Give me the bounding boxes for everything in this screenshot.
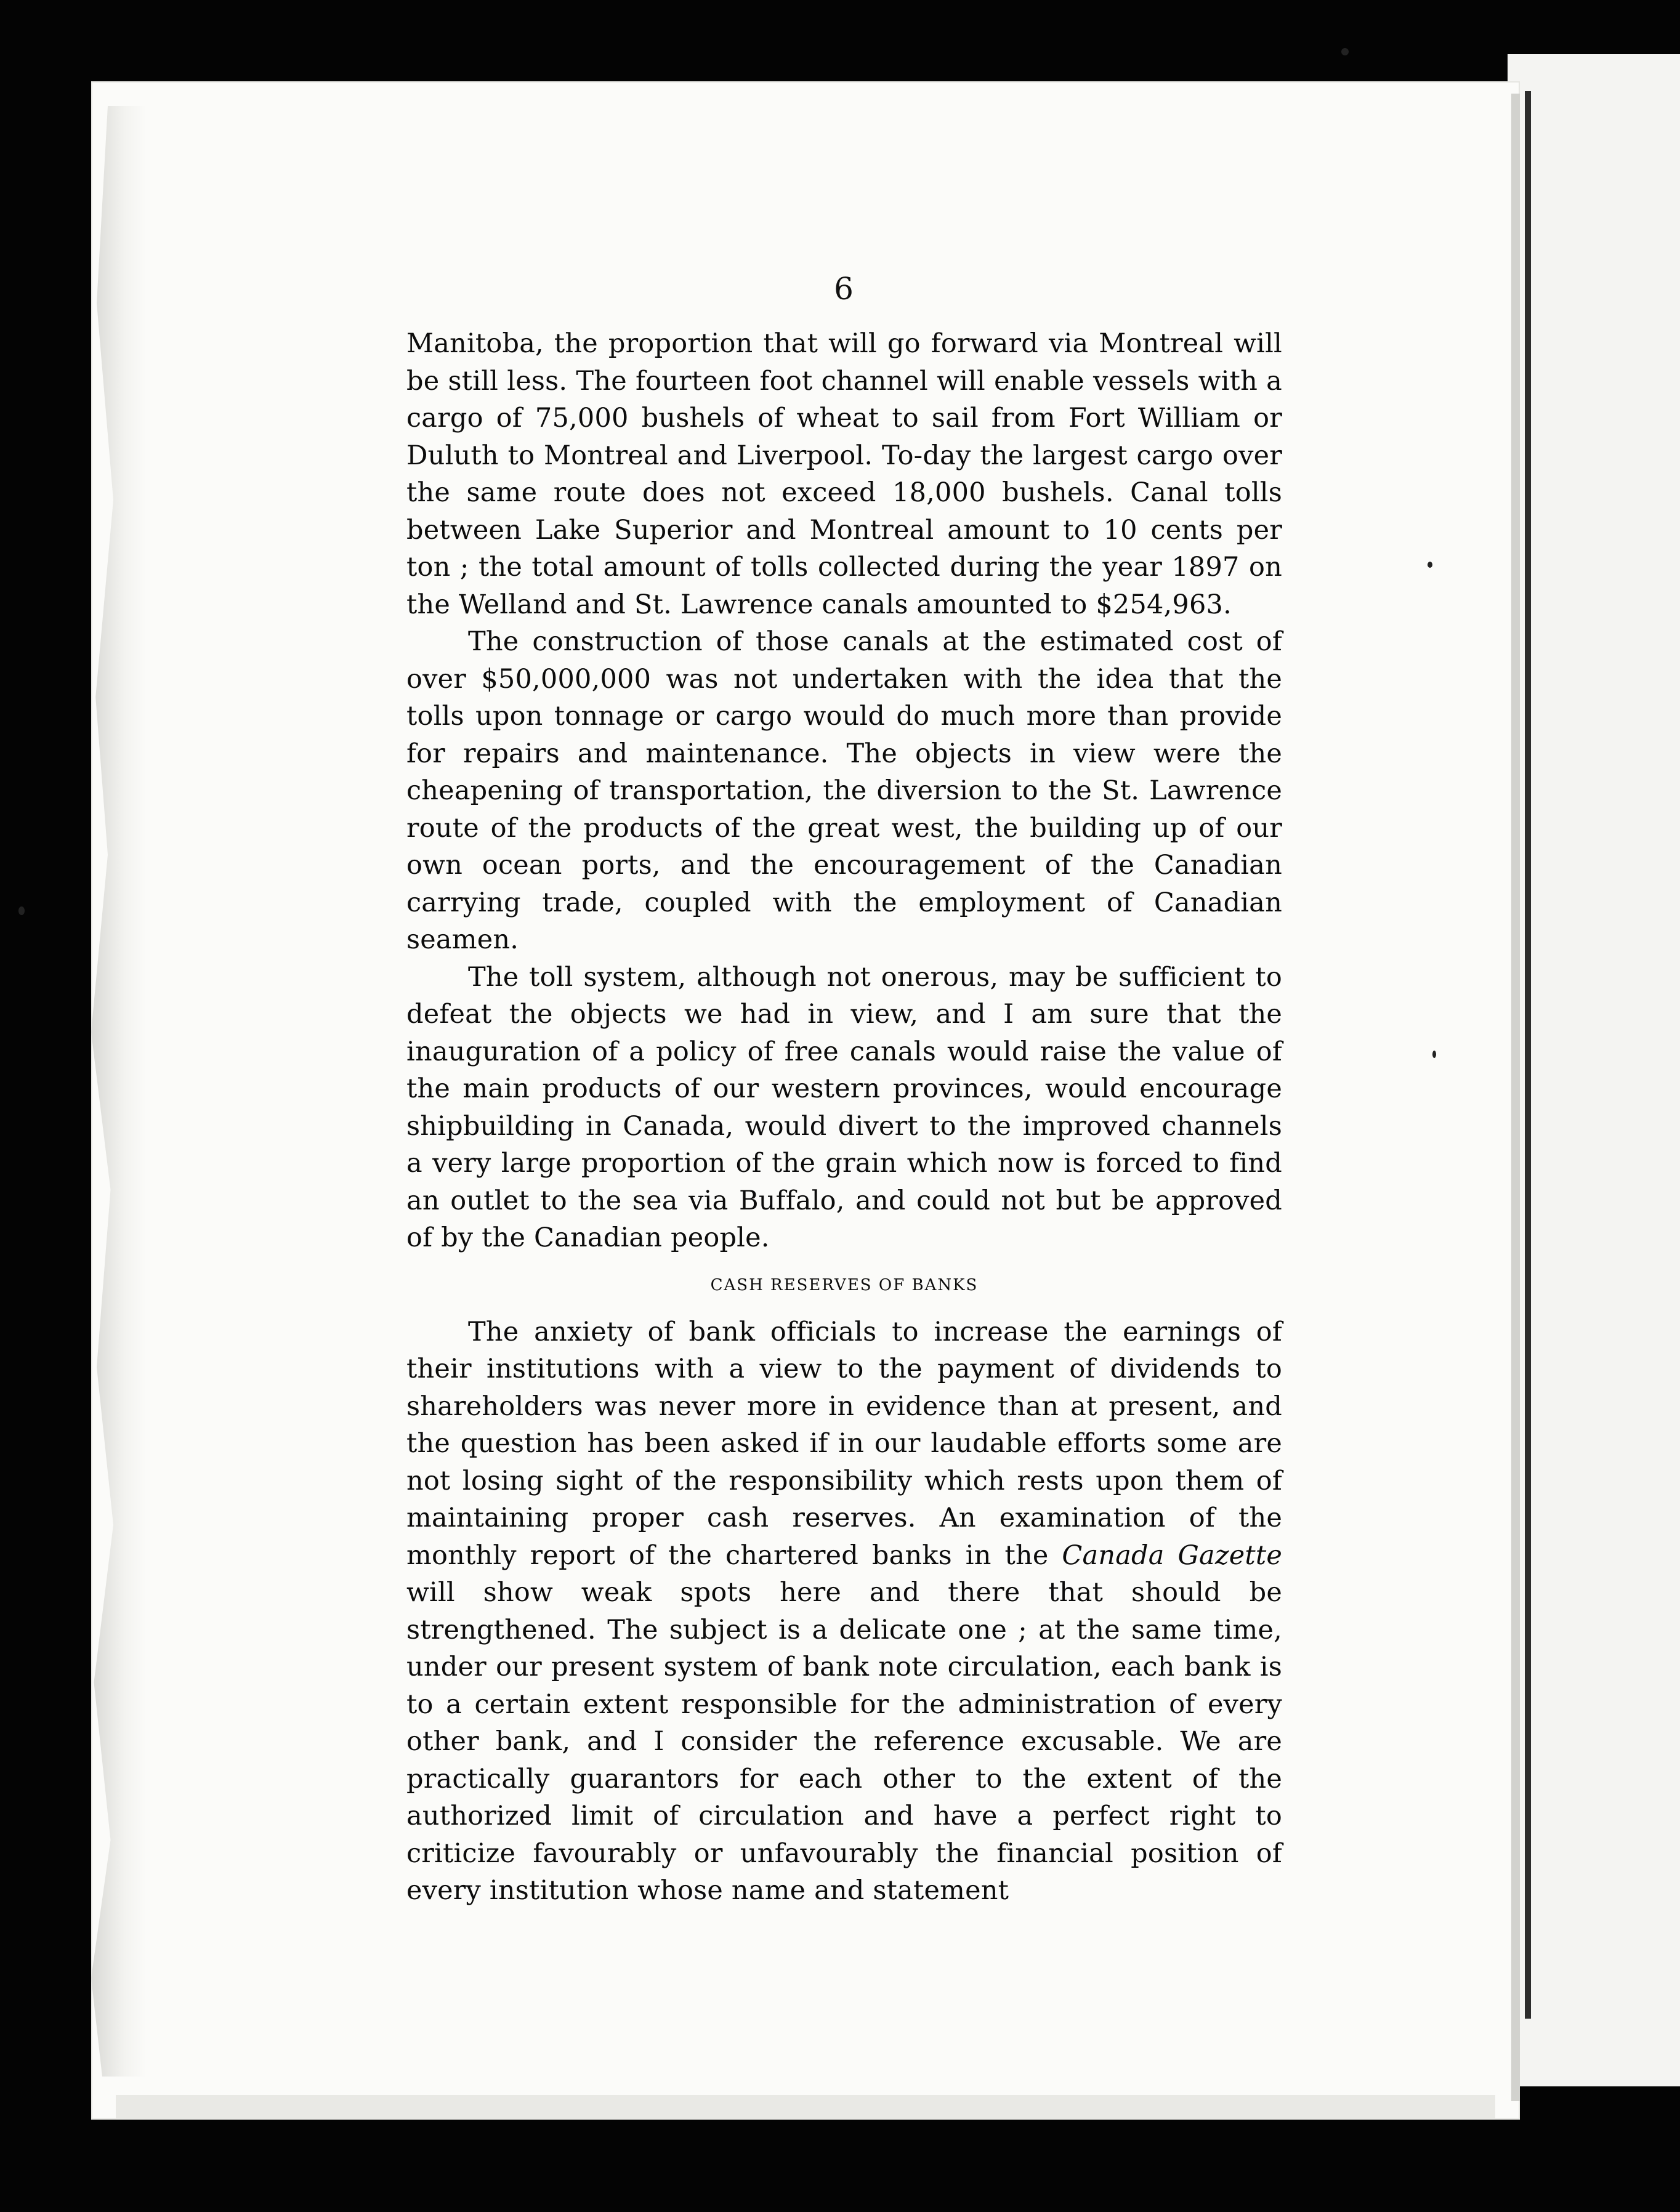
paragraph-toll-system: The toll system, although not onerous, may be sufficient to defeat the objects we had in view, and I am sure that the inauguration of a policy of free canals would raise the value of the main products of our western provinces, would encourage shipbuilding in Canada, would divert to the improved channels a very large proportion of the grain which now is forced to find an outlet to the sea via Buffalo, and could not but be approved of by the Canadian people.	[406, 961, 1282, 1253]
torn-left-edge	[91, 106, 147, 2077]
section-heading: CASH RESERVES OF BANKS	[710, 1275, 979, 1294]
scan-speck	[1428, 562, 1432, 568]
scan-speck	[1341, 48, 1349, 55]
paragraph-canal-construction: The construction of those canals at the estimated cost of over $50,000,000 was not undertaken with the idea that the tolls upon tonnage or cargo would do much more than provide for repairs and maintenance. The objects in view were the cheapening of transportation, the diversion to the St. Lawrence route of the products of the great west, the building up of our own ocean ports, and the encouragement of the Canadian carrying trade, coupled with the employment of Canadian seamen.	[406, 626, 1282, 955]
page-gutter-line	[1525, 91, 1531, 2019]
page-number: 6	[834, 271, 854, 307]
page-bottom-edge	[116, 2095, 1495, 2120]
scan-speck	[1432, 1051, 1436, 1058]
scan-speck	[18, 906, 25, 915]
paragraph-canal-tolls: Manitoba, the proportion that will go forward via Montreal will be still less. The fourteen foot channel will enable vessels with a cargo of 75,000 bushels of wheat to sail from Fort William or Duluth to Montreal and Liverpool. To-day the largest cargo over the same route does not exceed 18,000 bushels. Canal tolls between Lake Superior and Montreal amount to 10 cents per ton ; the total amount of tolls collected during the year 1897 on the Welland and St. Lawrence canals amounted to $254,963.	[406, 328, 1282, 620]
adjacent-page-edge	[1508, 54, 1680, 2086]
paragraph-cash-reserves	[406, 1314, 1282, 1910]
publication-title: Canada Gazette	[1062, 1540, 1282, 1571]
body-text	[406, 325, 1282, 1910]
page-right-edge	[1511, 94, 1520, 2101]
paragraph-text-part-1: The anxiety of bank officials to increase the earnings of their institutions with a view to the payment of dividends to shareholders was never more in evidence than at present, and the question has been asked if in our laudable efforts some are not losing sight of the responsibility which rests upon them of maintaining proper cash reserves. An examination of the monthly report of the chartered banks in the	[406, 1316, 1282, 1571]
paragraph-text-part-2: will show weak spots here and there that should be strengthened. The subject is a delicate one ; at the same time, under our present system of bank note circulation, each bank is to a certain extent responsible for the administration of every other bank, and I consider the reference excusable. We are practically guarantors for each other to the extent of the authorized limit of circulation and have a perfect right to criticize favourably or unfavourably the financial position of every institution whose name and statement	[406, 1577, 1282, 1906]
